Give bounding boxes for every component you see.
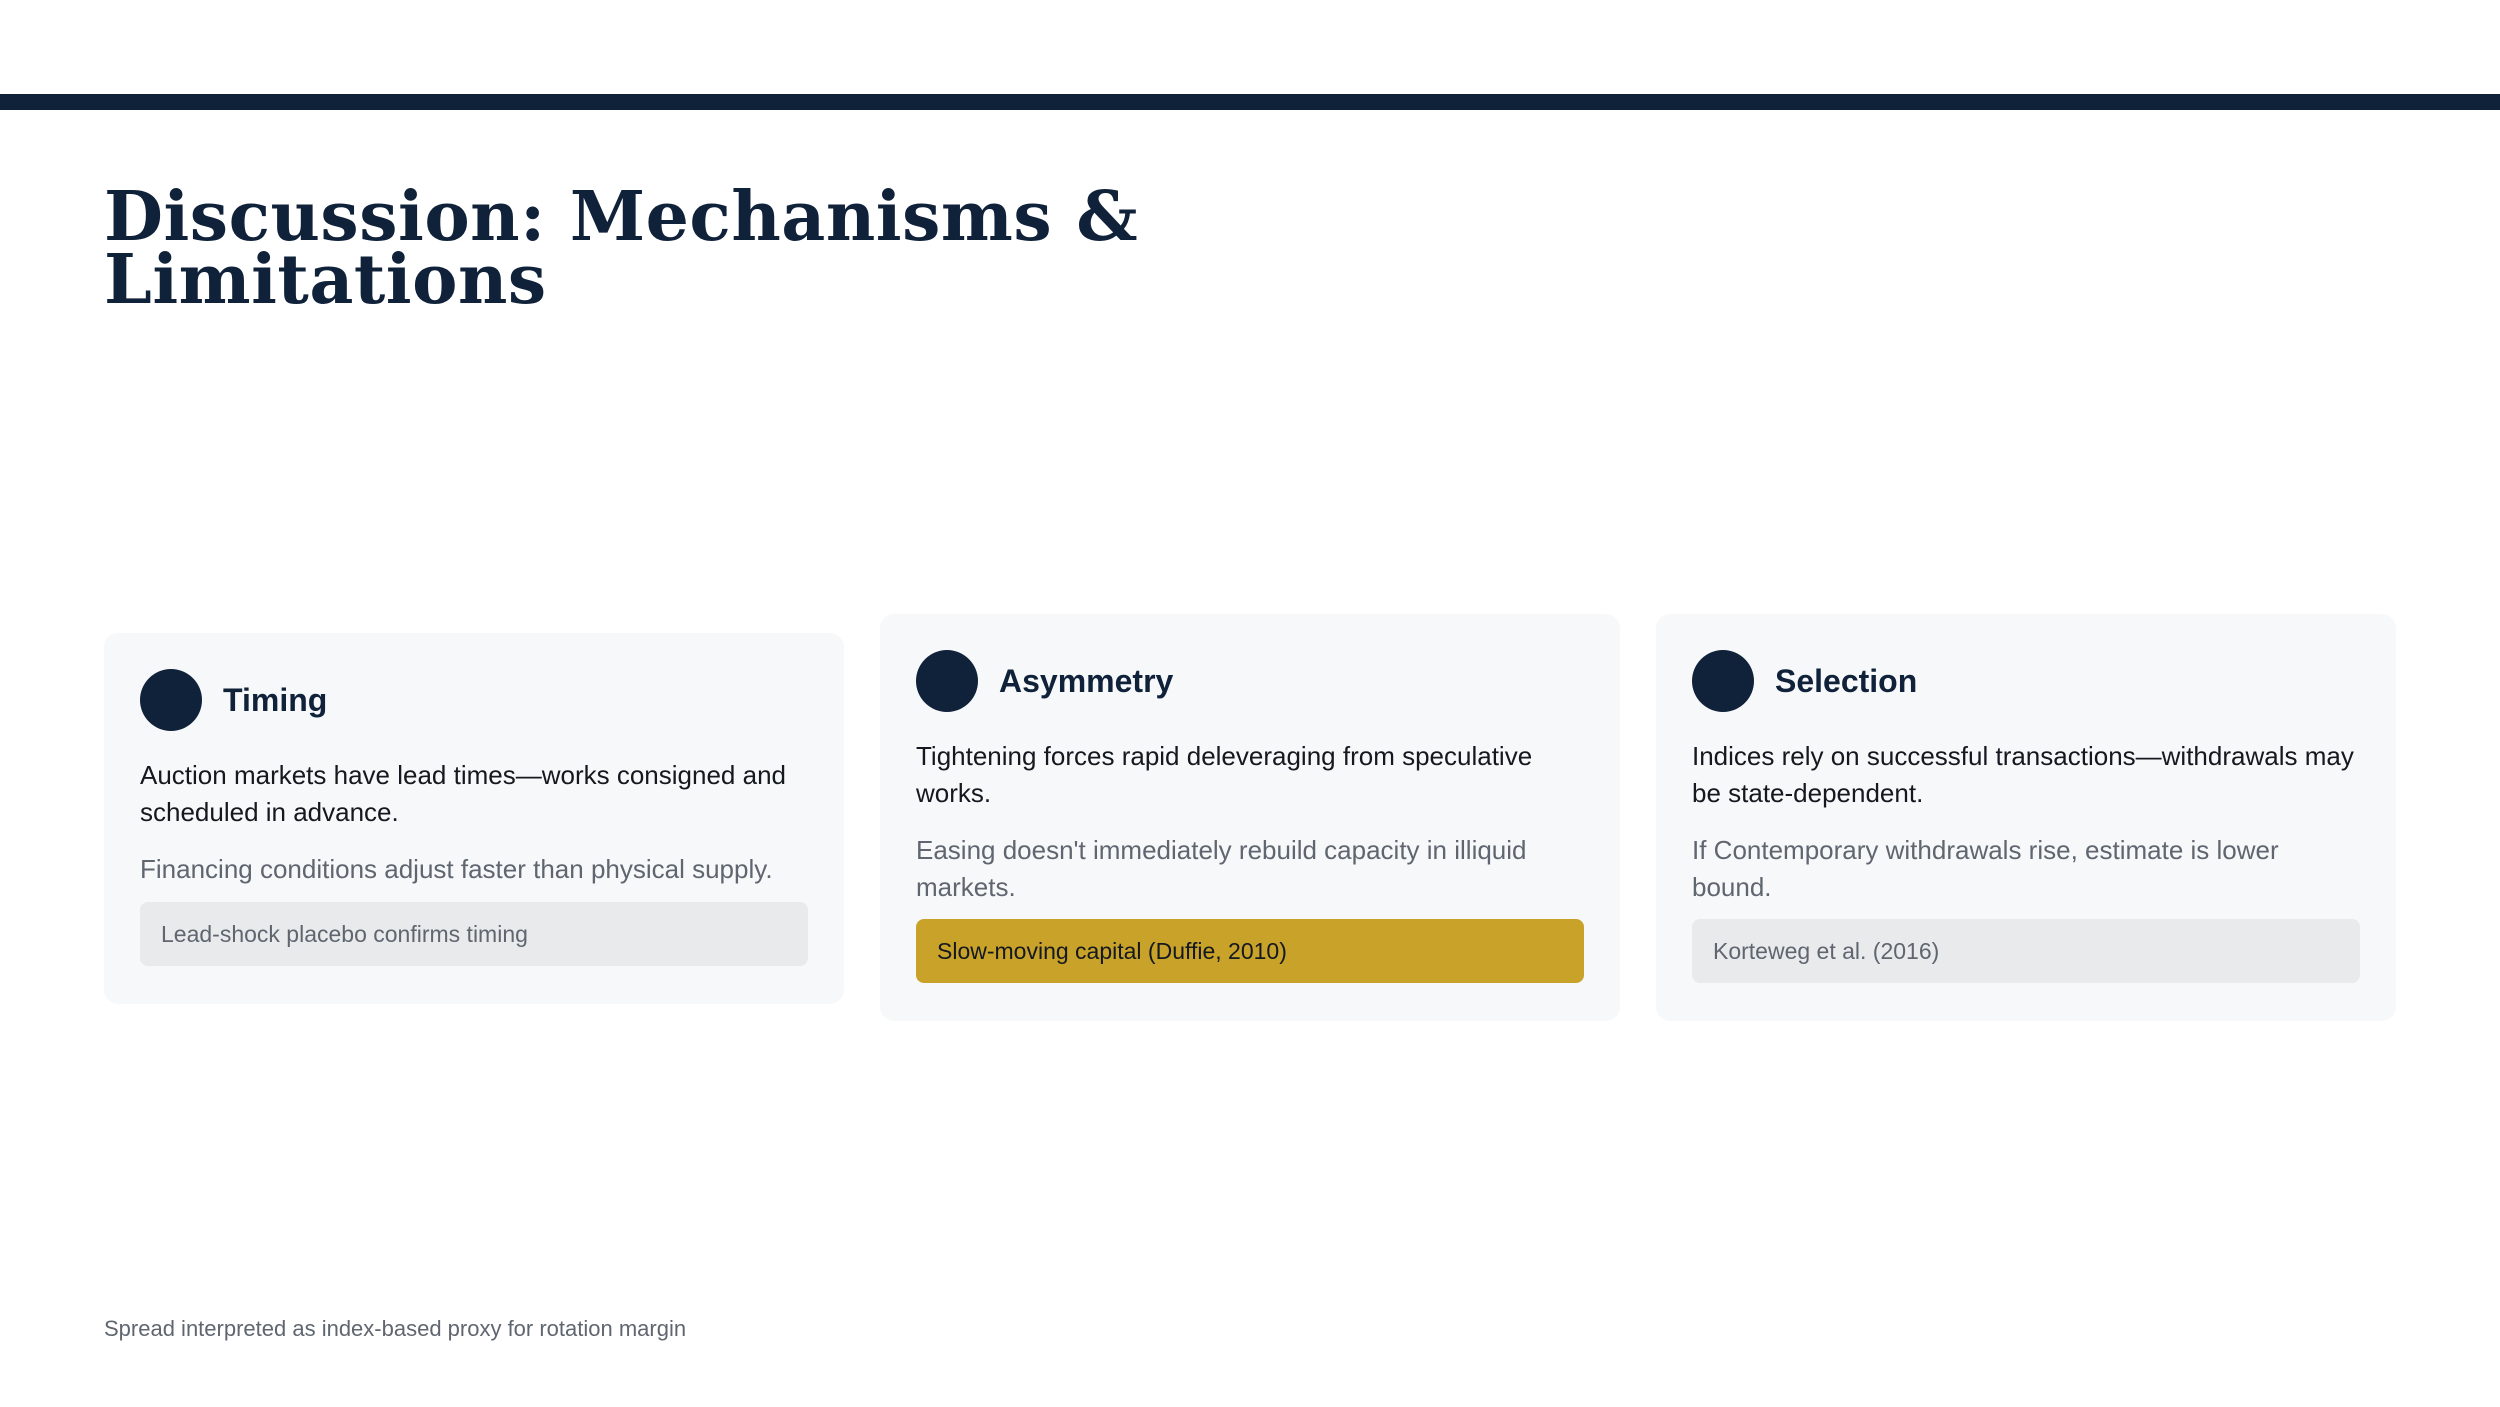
circle-icon (140, 669, 202, 731)
card-title: Selection (1775, 662, 1918, 699)
card-primary-text: Indices rely on successful transactions—withdrawals may be state-dependent. (1692, 741, 2354, 808)
card-primary-text: Auction markets have lead times—works consigned and scheduled in advance. (140, 760, 786, 827)
card-header (140, 669, 808, 731)
circle-icon (1692, 650, 1754, 712)
card-asymmetry (880, 614, 1620, 1021)
card-secondary-text: If Contemporary withdrawals rise, estimate is lower bound. (1692, 835, 2279, 902)
card-secondary-text: Financing conditions adjust faster than physical supply. (140, 854, 773, 884)
card-header (1692, 650, 2360, 712)
card-timing (104, 633, 844, 1004)
slide-title: Discussion: Mechanisms & Limitations (104, 177, 1139, 320)
card-tag-highlighted: Slow-moving capital (Duffie, 2010) (916, 919, 1584, 983)
card-title: Timing (223, 681, 328, 718)
card-tag: Korteweg et al. (2016) (1692, 919, 2360, 983)
circle-icon (916, 650, 978, 712)
card-primary-text: Tightening forces rapid deleveraging from speculative works. (916, 741, 1533, 808)
card-title: Asymmetry (999, 662, 1174, 699)
footnote: Spread interpreted as index-based proxy for rotation margin (104, 1316, 687, 1341)
card-secondary-text: Easing doesn't immediately rebuild capacity in illiquid markets. (916, 835, 1527, 902)
card-selection (1656, 614, 2396, 1021)
card-tag: Lead-shock placebo confirms timing (140, 902, 808, 966)
card-header (916, 650, 1584, 712)
top-accent-bar (0, 94, 2500, 110)
